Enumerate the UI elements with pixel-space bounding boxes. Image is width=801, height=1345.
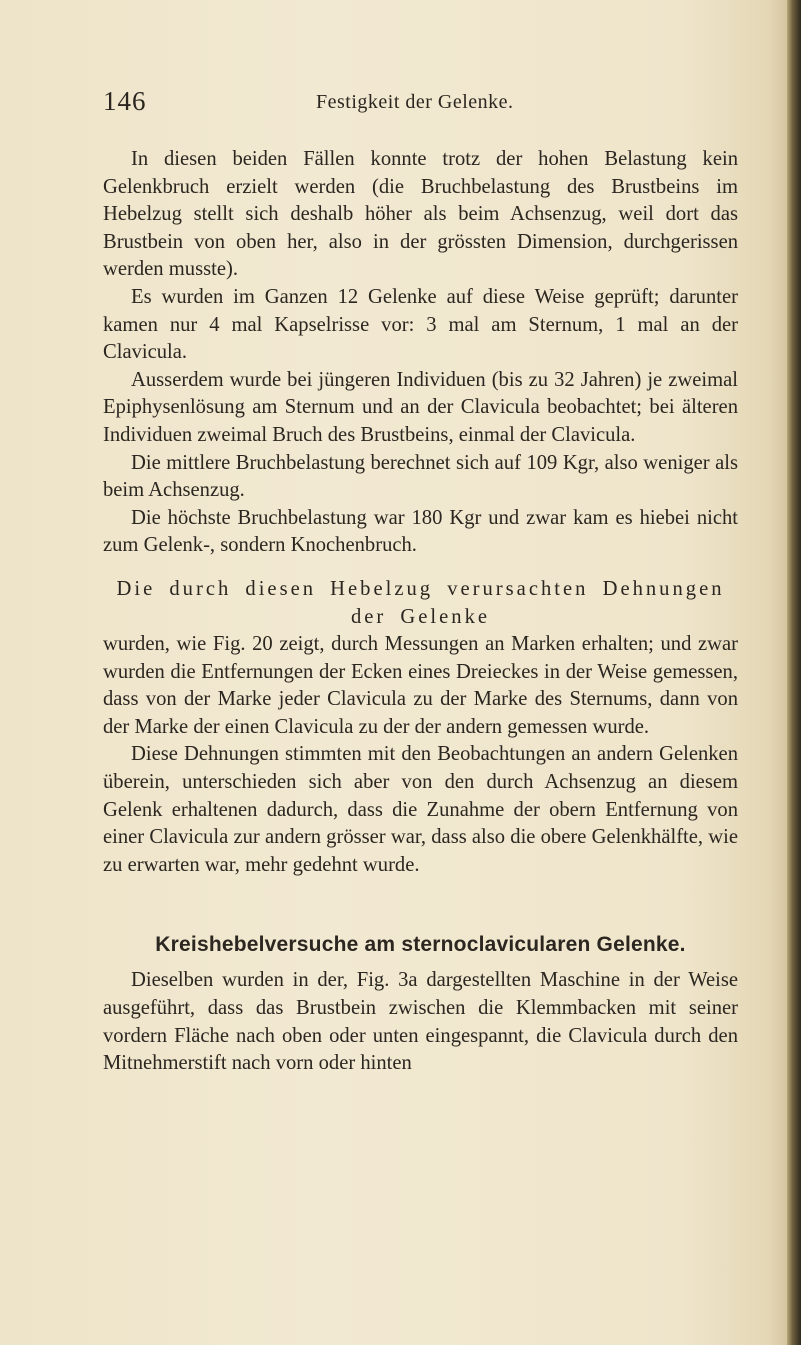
paragraph: Die mittlere Bruchbelastung berechnet sich auf 109 Kgr, also weniger als beim Achsenzug. [103, 451, 738, 502]
running-head: Festigkeit der Gelenke. [316, 91, 514, 113]
paragraph: Diese Dehnungen stimmten mit den Beobachtungen an andern Gelenken überein, unterschieden sich aber von den durch Achsenzug an diesem Gelenk erhaltenen dadurch, dass die Zunahme der obern Entfernung von einer Clavicula zur andern grösser war, dass also die obere Gelenkhälfte, wie zu erwarten war, mehr gedehnt wurde. [103, 743, 738, 876]
section-heading-line-2: der Gelenke [350, 605, 491, 628]
paragraph: wurden, wie Fig. 20 zeigt, durch Messungen an Marken erhalten; und zwar wurden die Entfernungen der Ecken eines Dreieckes in der Weise gemessen, dass von der Marke jeder Clavicula zu der Marke des Sternums, dann von der Marke der einen Clavicula zu der der andern gemessen wurde. [103, 633, 738, 738]
page-number: 146 [103, 86, 147, 116]
paragraph: Dieselben wurden in der, Fig. 3a dargestellten Maschine in der Weise ausgeführt, dass das Brustbein zwischen die Klemmbacken mit seiner vordern Fläche nach oben oder unten eingespannt, die Clavicula durch den Mitnehmerstift nach vorn oder hinten [103, 969, 738, 1075]
paragraph: In diesen beiden Fällen konnte trotz der hohen Belastung kein Gelenkbruch erzielt werden (die Bruchbelastung des Brustbeins im Hebelzug stellt sich deshalb höher als beim Achsenzug, weil dort das Brustbein von oben her, also in der grössten Dimension, durchgerissen werden musste). [103, 148, 738, 281]
bold-section-heading: Kreishebelversuche am sternoclavicularen Gelenke. [155, 933, 686, 957]
page-body [103, 146, 738, 1078]
page-header [103, 86, 743, 120]
paragraph: Die höchste Bruchbelastung war 180 Kgr und zwar kam es hiebei nicht zum Gelenk-, sondern Knochenbruch. [103, 506, 738, 557]
paragraph: Es wurden im Ganzen 12 Gelenke auf diese Weise geprüft; darunter kamen nur 4 mal Kapselrisse vor: 3 mal am Sternum, 1 mal an der Clavicula. [103, 285, 738, 364]
page-edge-shadow [787, 0, 801, 1345]
section-heading-line-1: Die durch diesen Hebelzug verursachten Dehnungen [116, 577, 725, 600]
paragraph: Ausserdem wurde bei jüngeren Individuen (bis zu 32 Jahren) je zweimal Epiphysenlösung am Sternum und an der Clavicula beobachtet; bei älteren Individuen zweimal Bruch des Brustbeins, einmal der Clavicula. [103, 368, 738, 446]
